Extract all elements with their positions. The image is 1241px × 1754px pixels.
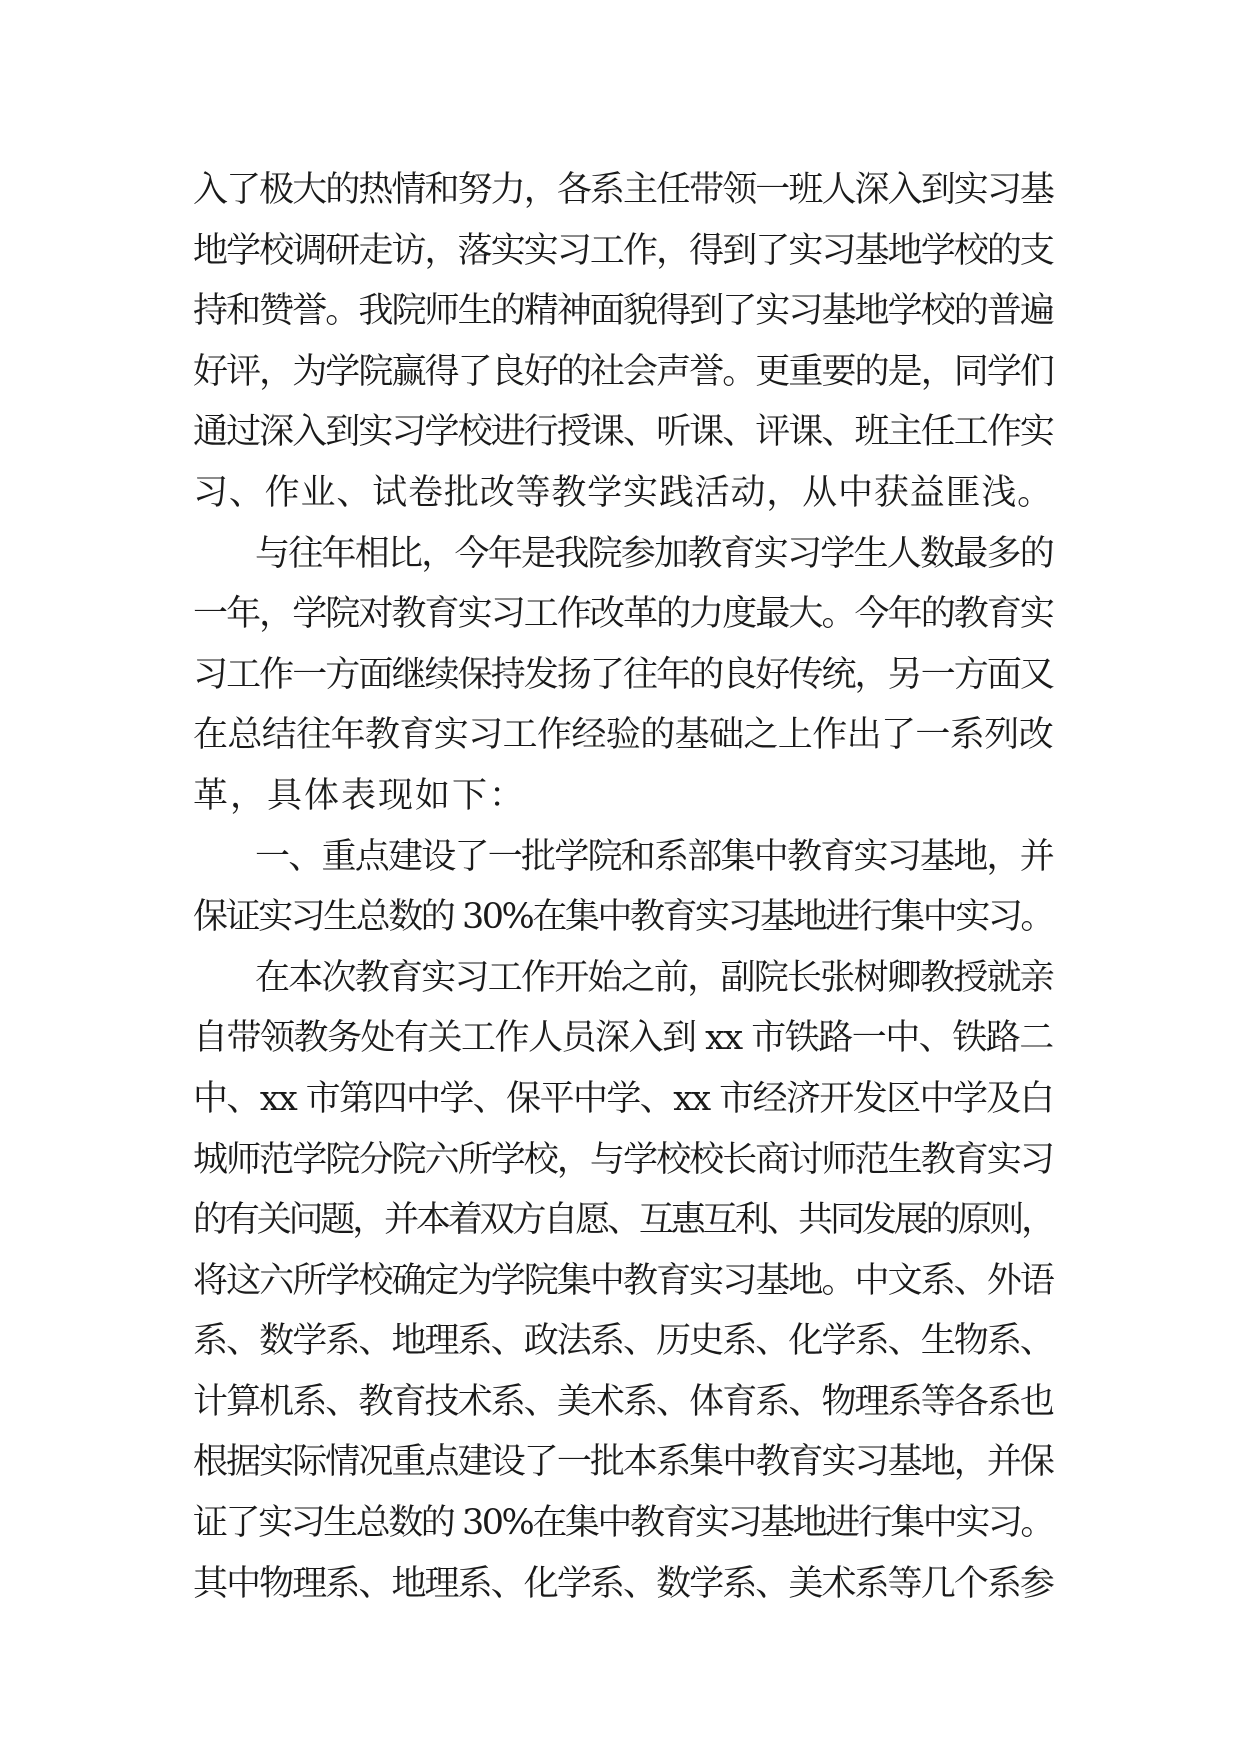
- text-line: 持和赞誉。我院师生的精神面貌得到了实习基地学校的普遍: [193, 291, 1054, 332]
- text-line: 习、作业、试卷批改等教学实践活动，从中获益匪浅。: [193, 472, 1054, 513]
- text-line: 保证实习生总数的 30%在集中教育实习基地进行集中实习。: [193, 897, 1053, 938]
- text-line: 习工作一方面继续保持发扬了往年的良好传统，另一方面又: [193, 654, 1054, 695]
- text-line: 自带领教务处有关工作人员深入到 xx 市铁路一中、铁路二: [193, 1018, 1053, 1059]
- text-line: 通过深入到实习学校进行授课、听课、评课、班主任工作实: [193, 412, 1054, 453]
- text-line: 计算机系、教育技术系、美术系、体育系、物理系等各系也: [193, 1381, 1054, 1422]
- text-line: 一、重点建设了一批学院和系部集中教育实习基地，并: [255, 836, 1054, 877]
- text-line: 好评，为学院赢得了良好的社会声誉。更重要的是，同学们: [193, 351, 1054, 392]
- text-line: 系、数学系、地理系、政法系、历史系、化学系、生物系、: [193, 1321, 1054, 1362]
- text-line: 将这六所学校确定为学院集中教育实习基地。中文系、外语: [193, 1260, 1054, 1301]
- text-line: 在本次教育实习工作开始之前，副院长张树卿教授就亲: [255, 957, 1054, 998]
- text-line: 其中物理系、地理系、化学系、数学系、美术系等几个系参: [193, 1563, 1054, 1604]
- text-line: 入了极大的热情和努力，各系主任带领一班人深入到实习基: [193, 170, 1054, 210]
- text-line: 证了实习生总数的 30%在集中教育实习基地进行集中实习。: [193, 1503, 1053, 1544]
- text-line: 城师范学院分院六所学校，与学校校长商讨师范生教育实习: [193, 1139, 1054, 1180]
- text-line: 中、xx 市第四中学、保平中学、xx 市经济开发区中学及白: [193, 1078, 1054, 1119]
- text-line: 在总结往年教育实习工作经验的基础之上作出了一系列改: [193, 715, 1054, 756]
- text-line: 的有关问题，并本着双方自愿、互惠互利、共同发展的原则，: [193, 1200, 1054, 1241]
- text-line: 与往年相比，今年是我院参加教育实习学生人数最多的: [255, 533, 1054, 574]
- text-line: 根据实际情况重点建设了一批本系集中教育实习基地，并保: [193, 1442, 1054, 1483]
- text-line: 革，具体表现如下：: [193, 775, 527, 816]
- text-line: 一年，学院对教育实习工作改革的力度最大。今年的教育实: [193, 594, 1054, 635]
- body-text: [193, 160, 1053, 1614]
- text-line: 地学校调研走访，落实实习工作，得到了实习基地学校的支: [193, 230, 1054, 271]
